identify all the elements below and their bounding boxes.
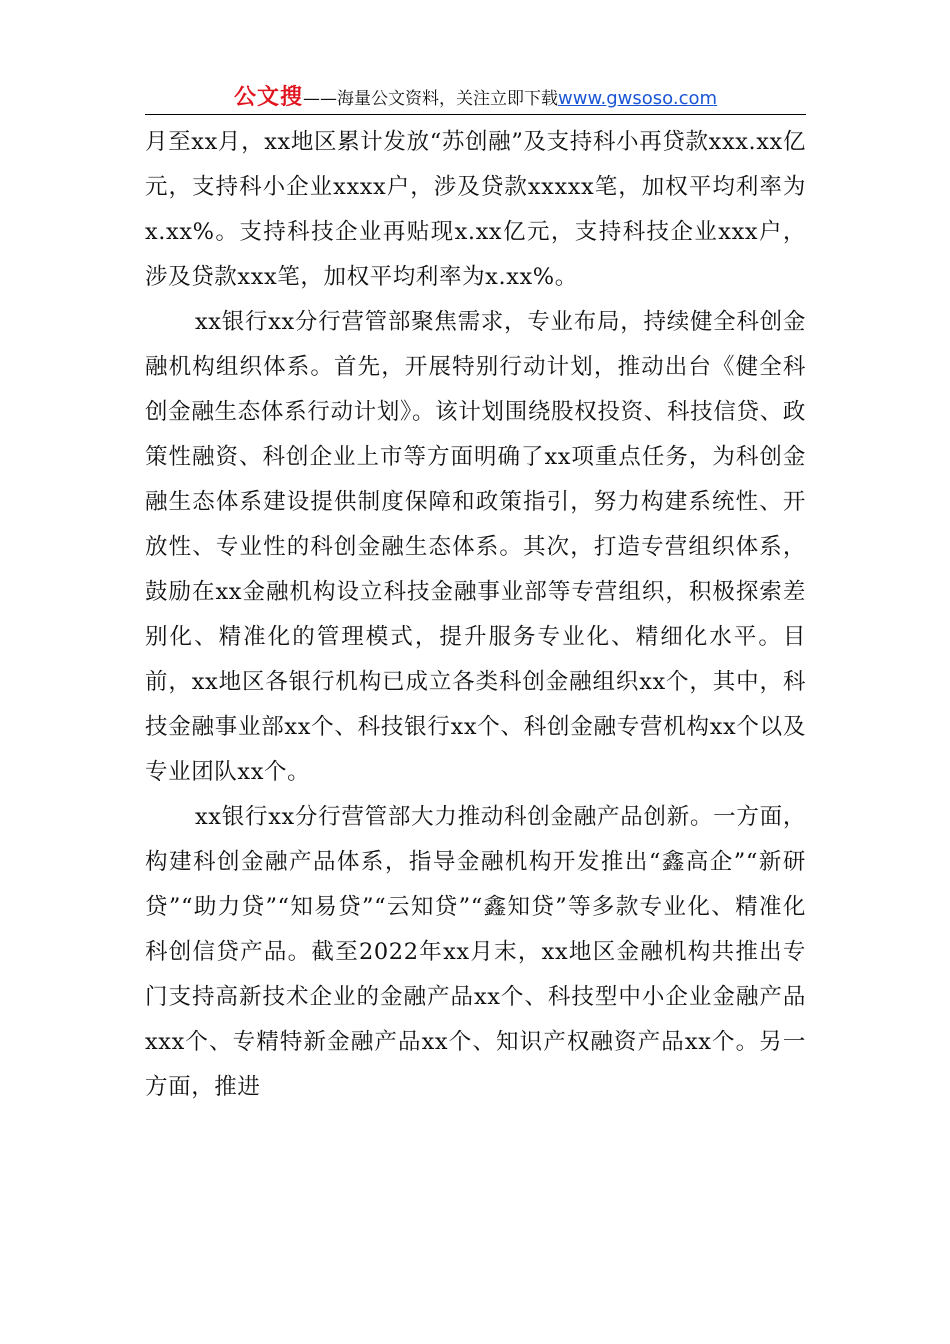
- brand-logo-text: 公文搜: [233, 85, 303, 110]
- paragraph-2: xx银行xx分行营管部聚焦需求，专业布局，持续健全科创金融机构组织体系。首先，开展特别行动计划，推动出台《健全科创金融生态体系行动计划》。该计划围绕股权投资、科技信贷、政策性融资、科创企业上市等方面明确了xx项重点任务，为科创金融生态体系建设提供制度保障和政策指引，努力构建系统性、开放性、专业性的科创金融生态体系。其次，打造专营组织体系，鼓励在xx金融机构设立科技金融事业部等专营组织，积极探索差别化、精准化的管理模式，提升服务专业化、精细化水平。目前，xx地区各银行机构已成立各类科创金融组织xx个，其中，科技金融事业部xx个、科技银行xx个、科创金融专营机构xx个以及专业团队xx个。: [145, 309, 806, 785]
- header-tagline: ——海量公文资料，关注立即下载: [303, 89, 558, 109]
- paragraph-3: xx银行xx分行营管部大力推动科创金融产品创新。一方面，构建科创金融产品体系，指导金融机构开发推出“鑫高企”“新研贷”“助力贷”“知易贷”“云知贷”“鑫知贷”等多款专业化、精准化科创信贷产品。截至2022年xx月末，xx地区金融机构共推出专门支持高新技术企业的金融产品xx个、科技型中小企业金融产品xxx个、专精特新金融产品xx个、知识产权融资产品xx个。另一方面，推进: [145, 804, 806, 1100]
- site-link[interactable]: www.gwsoso.com: [558, 88, 718, 109]
- document-body: [145, 120, 806, 1110]
- page-header: [145, 80, 806, 115]
- paragraph-1: 月至xx月，xx地区累计发放“苏创融”及支持科小再贷款xxx.xx亿元，支持科小企业xxxx户，涉及贷款xxxxx笔，加权平均利率为x.xx%。支持科技企业再贴现x.xx亿元，支持科技企业xxx户，涉及贷款xxx笔，加权平均利率为x.xx%。: [145, 129, 806, 290]
